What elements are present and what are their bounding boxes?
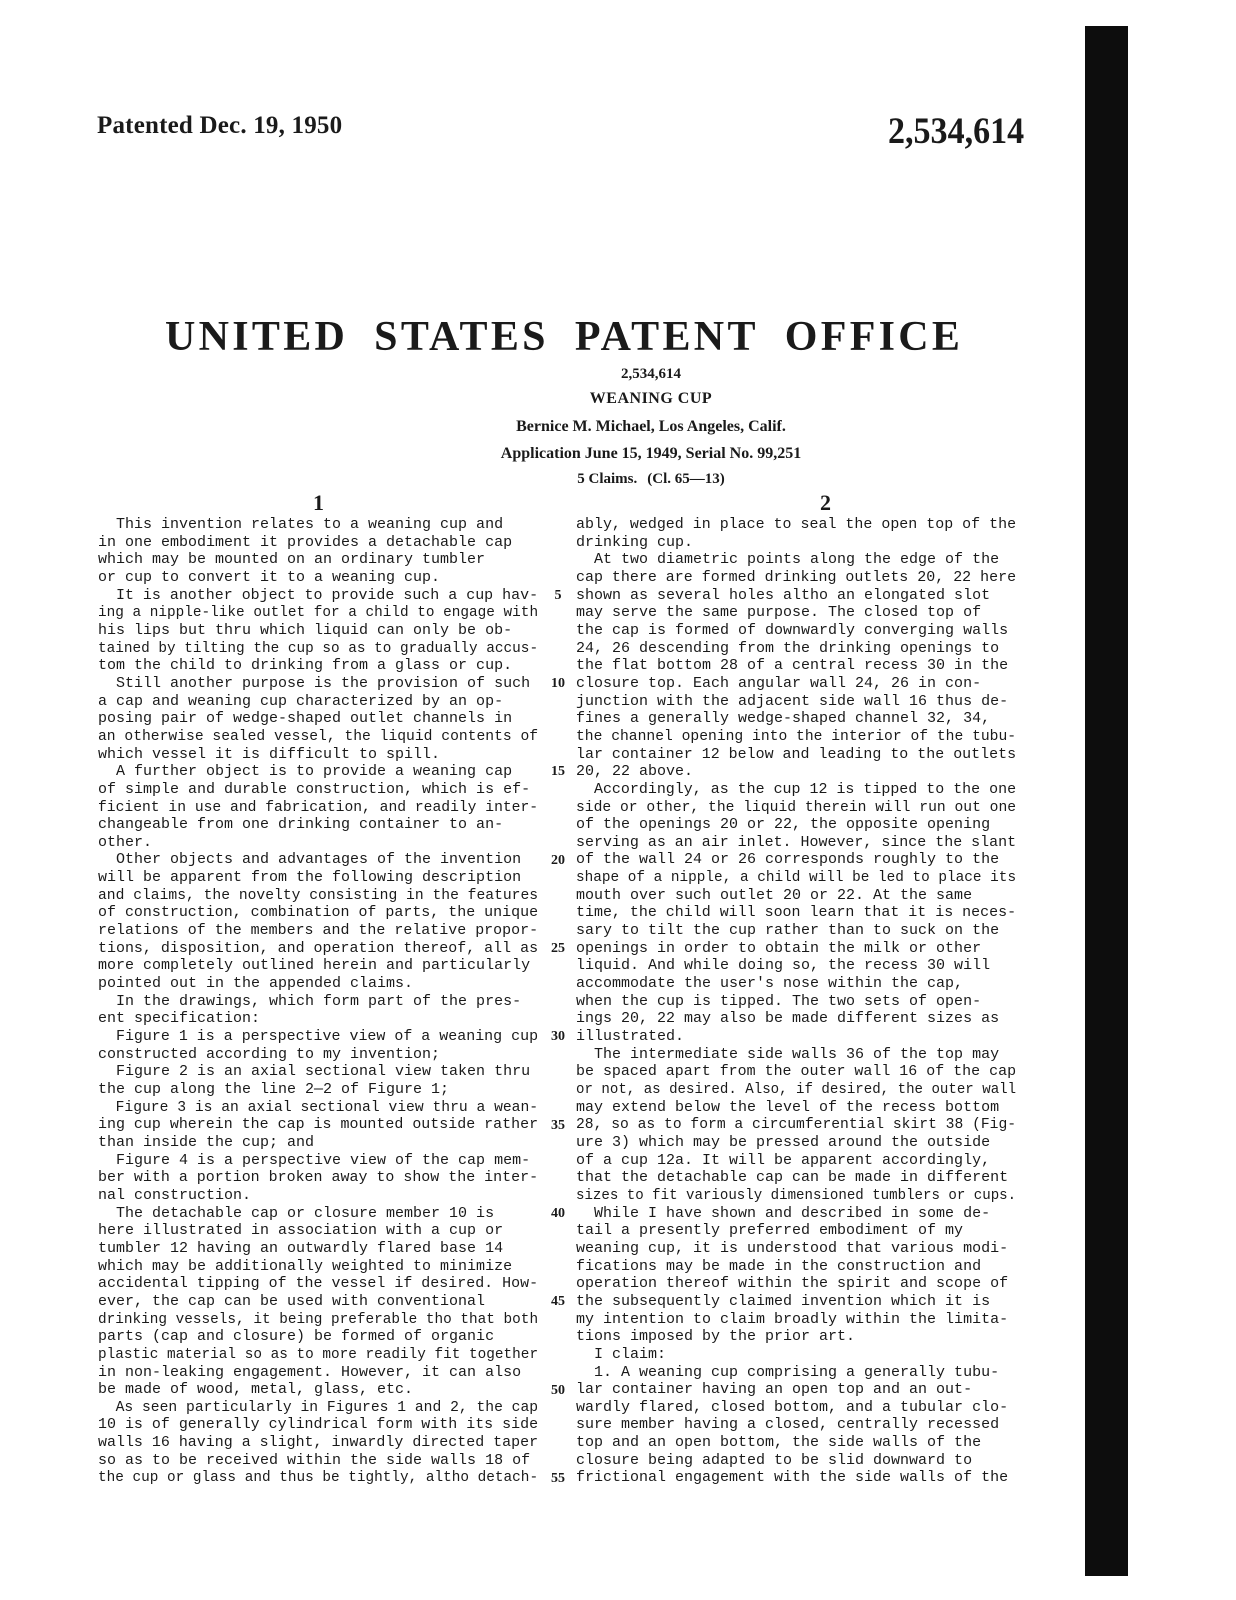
text-line: than inside the cup; and bbox=[98, 1133, 315, 1151]
patent-number-line: 2,534,614 bbox=[621, 366, 681, 382]
text-line: the cup along the line 2—2 of Figure 1; bbox=[98, 1081, 450, 1098]
text-line: cap there are formed drinking outlets 20, 22 here bbox=[576, 568, 1017, 586]
text-line: of a cup 12a. It will be apparent accordingly, bbox=[576, 1151, 991, 1169]
text-line: Still another purpose is the provision of such bbox=[98, 674, 531, 692]
line-number: 30 bbox=[551, 1029, 565, 1045]
text-line: 1. A weaning cup comprising a generally tubu- bbox=[576, 1363, 1000, 1381]
text-line: be made of wood, metal, glass, etc. bbox=[98, 1381, 414, 1399]
text-line: here illustrated in association with a cup or bbox=[98, 1222, 504, 1240]
text-line: ber with a portion broken away to show the inter- bbox=[98, 1169, 539, 1187]
text-line: more completely outlined herein and particularly bbox=[98, 957, 531, 975]
text-line: 24, 26 descending from the drinking openings to bbox=[576, 639, 1000, 657]
text-line: closure top. Each angular wall 24, 26 in con- bbox=[576, 674, 982, 692]
line-number: 15 bbox=[551, 764, 565, 780]
text-line: and claims, the novelty consisting in the features bbox=[98, 886, 539, 904]
text-line: 10 is of generally cylindrical form with its side bbox=[98, 1416, 539, 1434]
text-line: of the wall 24 or 26 corresponds roughly to the bbox=[576, 851, 1000, 869]
text-line: illustrated. bbox=[576, 1028, 685, 1046]
text-line: accommodate the user's nose within the cap, bbox=[576, 975, 964, 993]
text-line: junction with the adjacent side wall 16 thus de- bbox=[576, 692, 1009, 710]
line-number: 5 bbox=[554, 587, 562, 603]
text-line: sure member having a closed, centrally recessed bbox=[576, 1416, 1000, 1434]
line-number: 25 bbox=[551, 941, 565, 957]
text-line: While I have shown and described in some de- bbox=[576, 1204, 991, 1222]
line-number: 10 bbox=[551, 676, 565, 692]
office-word: UNITED bbox=[165, 314, 349, 360]
text-line: serving as an air inlet. However, since the slant bbox=[576, 833, 1017, 851]
text-line: in non-leaking engagement. However, it can also bbox=[98, 1363, 522, 1381]
text-line: 28, so as to form a circumferential skirt 38 (Fig- bbox=[576, 1116, 1017, 1134]
text-line: the cap is formed of downwardly converging walls bbox=[576, 621, 1009, 639]
text-line: wardly flared, closed bottom, and a tubular clo- bbox=[576, 1398, 1009, 1416]
line-number: 40 bbox=[551, 1206, 565, 1222]
office-word: PATENT bbox=[574, 314, 759, 360]
text-line: of simple and durable construction, which is ef- bbox=[98, 780, 531, 798]
scan-edge-bar bbox=[1085, 26, 1128, 1576]
text-line: that the detachable cap can be made in different bbox=[576, 1169, 1009, 1187]
office-heading bbox=[165, 313, 965, 361]
text-line: sary to tilt the cup rather than to suck on the bbox=[576, 922, 1000, 940]
invention-title: WEANING CUP bbox=[589, 390, 713, 407]
text-line: ure 3) which may be pressed around the outside bbox=[576, 1133, 991, 1151]
text-line: a cap and weaning cup characterized by an op- bbox=[98, 692, 504, 710]
text-line: in one embodiment it provides a detachable cap bbox=[98, 533, 513, 551]
office-word: OFFICE bbox=[784, 314, 964, 360]
text-line: lar container 12 below and leading to the outlets bbox=[576, 745, 1017, 763]
text-line: parts (cap and closure) be formed of organic bbox=[98, 1328, 495, 1346]
text-line: top and an open bottom, the side walls of the bbox=[576, 1434, 982, 1452]
text-line: other. bbox=[98, 833, 153, 851]
text-line: tom the child to drinking from a glass or cup. bbox=[98, 657, 513, 675]
text-line: which may be additionally weighted to minimize bbox=[98, 1257, 513, 1275]
office-word: STATES bbox=[374, 314, 549, 360]
text-line: shown as several holes altho an elongated slot bbox=[576, 586, 991, 604]
text-line: plastic material so as to more readily fit together bbox=[98, 1345, 539, 1363]
text-line: tained by tilting the cup so as to gradually accus- bbox=[98, 639, 539, 657]
column-number-right: 2 bbox=[820, 490, 831, 515]
text-line: or cup to convert it to a weaning cup. bbox=[98, 568, 441, 586]
text-line: nal construction. bbox=[98, 1186, 252, 1204]
text-line: his lips but thru which liquid can only be ob- bbox=[98, 621, 513, 639]
text-line: drinking cup. bbox=[576, 533, 694, 551]
text-line: I claim: bbox=[576, 1345, 667, 1363]
text-line: ever, the cap can be used with conventional bbox=[98, 1292, 486, 1310]
text-line: It is another object to provide such a cup hav- bbox=[98, 586, 539, 604]
text-line: Figure 2 is an axial sectional view taken thru bbox=[98, 1063, 531, 1081]
patented-date: Patented Dec. 19, 1950 bbox=[97, 112, 343, 139]
text-line: shape of a nipple, a child will be led to place its bbox=[576, 869, 1017, 887]
text-line: may serve the same purpose. The closed top of bbox=[576, 604, 982, 622]
line-number: 55 bbox=[551, 1471, 565, 1487]
text-line: an otherwise sealed vessel, the liquid contents of bbox=[98, 727, 539, 745]
claims-count: 5 Claims. bbox=[577, 471, 638, 487]
text-line: ings 20, 22 may also be made different sizes as bbox=[576, 1010, 1000, 1028]
text-line: the subsequently claimed invention which it is bbox=[576, 1292, 991, 1310]
application-info: Application June 15, 1949, Serial No. 99,251 bbox=[500, 445, 802, 462]
text-line: accidental tipping of the vessel if desired. How- bbox=[98, 1275, 539, 1293]
text-line: Figure 4 is a perspective view of the cap mem- bbox=[98, 1151, 531, 1169]
text-line: At two diametric points along the edge of the bbox=[576, 551, 1000, 569]
text-line: the flat bottom 28 of a central recess 30 in the bbox=[576, 657, 1009, 675]
text-line: ficient in use and fabrication, and readily inter- bbox=[98, 798, 539, 816]
text-line: which may be mounted on an ordinary tumbler bbox=[98, 551, 486, 569]
text-line: tions, disposition, and operation thereof, all as bbox=[98, 939, 539, 957]
text-line: side or other, the liquid therein will run out one bbox=[576, 798, 1017, 816]
text-line: ing cup wherein the cap is mounted outside rather bbox=[98, 1116, 539, 1134]
text-line: weaning cup, it is understood that various modi- bbox=[576, 1239, 1009, 1257]
text-line: tions imposed by the prior art. bbox=[576, 1328, 856, 1346]
text-line: which vessel it is difficult to spill. bbox=[98, 745, 441, 763]
line-number: 35 bbox=[551, 1117, 565, 1133]
text-line: changeable from one drinking container to an- bbox=[98, 816, 504, 834]
text-line: when the cup is tipped. The two sets of open- bbox=[576, 992, 982, 1010]
classification: (Cl. 65—13) bbox=[647, 471, 725, 487]
text-line: frictional engagement with the side walls of the bbox=[576, 1469, 1009, 1487]
text-line: Other objects and advantages of the invention bbox=[98, 851, 522, 869]
text-line: operation thereof within the spirit and scope of bbox=[576, 1275, 1009, 1293]
text-line: so as to be received within the side walls 18 of bbox=[98, 1451, 531, 1469]
text-line: lar container having an open top and an out- bbox=[576, 1381, 973, 1399]
left-column bbox=[98, 516, 538, 1487]
text-line: fications may be made in the construction and bbox=[576, 1257, 982, 1275]
text-line: or not, as desired. Also, if desired, the outer wall bbox=[576, 1081, 1017, 1098]
text-line: relations of the members and the relative propor- bbox=[98, 922, 539, 940]
text-line: mouth over such outlet 20 or 22. At the same bbox=[576, 886, 973, 904]
text-line: walls 16 having a slight, inwardly directed taper bbox=[98, 1434, 539, 1452]
text-line: may extend below the level of the recess bottom bbox=[576, 1098, 1000, 1116]
text-line: will be apparent from the following description bbox=[98, 869, 522, 887]
text-line: The detachable cap or closure member 10 is bbox=[98, 1204, 495, 1222]
text-line: 20, 22 above. bbox=[576, 763, 694, 781]
text-line: Figure 3 is an axial sectional view thru a wean- bbox=[98, 1098, 539, 1116]
text-line: liquid. And while doing so, the recess 30 will bbox=[576, 957, 991, 975]
column-number-left: 1 bbox=[313, 490, 324, 515]
text-line: ent specification: bbox=[98, 1010, 261, 1028]
text-line: drinking vessels, it being preferable tho that both bbox=[98, 1310, 539, 1328]
text-line: sizes to fit variously dimensioned tumblers or cups. bbox=[576, 1186, 1017, 1204]
text-line: pointed out in the appended claims. bbox=[98, 975, 414, 993]
text-line: Accordingly, as the cup 12 is tipped to the one bbox=[576, 780, 1017, 798]
line-number: 50 bbox=[551, 1382, 565, 1398]
line-number: 20 bbox=[551, 852, 565, 868]
text-line: ing a nipple-like outlet for a child to engage with bbox=[98, 604, 539, 622]
line-number: 45 bbox=[551, 1294, 565, 1310]
text-line: constructed according to my invention; bbox=[98, 1045, 441, 1063]
right-column bbox=[576, 516, 1016, 1487]
text-line: closure being adapted to be slid downward to bbox=[576, 1451, 973, 1469]
text-line: of construction, combination of parts, the unique bbox=[98, 904, 539, 922]
text-line: The intermediate side walls 36 of the top may bbox=[576, 1045, 1000, 1063]
text-line: openings in order to obtain the milk or other bbox=[576, 939, 982, 957]
text-line: time, the child will soon learn that it is neces- bbox=[576, 904, 1017, 922]
text-line: Figure 1 is a perspective view of a weaning cup bbox=[98, 1028, 539, 1046]
text-line: posing pair of wedge-shaped outlet channels in bbox=[98, 710, 513, 728]
text-line: fines a generally wedge-shaped channel 32, 34, bbox=[576, 710, 991, 728]
text-line: In the drawings, which form part of the pres- bbox=[98, 992, 522, 1010]
claims-classification bbox=[0, 471, 1236, 488]
text-line: be spaced apart from the outer wall 16 of the cap bbox=[576, 1063, 1017, 1081]
text-line: tumbler 12 having an outwardly flared base 14 bbox=[98, 1239, 504, 1257]
text-line: my intention to claim broadly within the limita- bbox=[576, 1310, 1009, 1328]
inventor: Bernice M. Michael, Los Angeles, Calif. bbox=[516, 418, 786, 435]
text-line: As seen particularly in Figures 1 and 2, the cap bbox=[98, 1398, 539, 1416]
text-line: of the openings 20 or 22, the opposite opening bbox=[576, 816, 991, 834]
text-line: tail a presently preferred embodiment of my bbox=[576, 1222, 964, 1240]
patent-number: 2,534,614 bbox=[888, 111, 1025, 152]
text-line: A further object is to provide a weaning cap bbox=[98, 763, 513, 781]
text-line: the cup or glass and thus be tightly, altho detach- bbox=[98, 1469, 539, 1487]
text-line: This invention relates to a weaning cup and bbox=[98, 516, 504, 533]
text-line: ably, wedged in place to seal the open top of the bbox=[576, 516, 1017, 533]
text-line: the channel opening into the interior of the tubu- bbox=[576, 727, 1017, 745]
